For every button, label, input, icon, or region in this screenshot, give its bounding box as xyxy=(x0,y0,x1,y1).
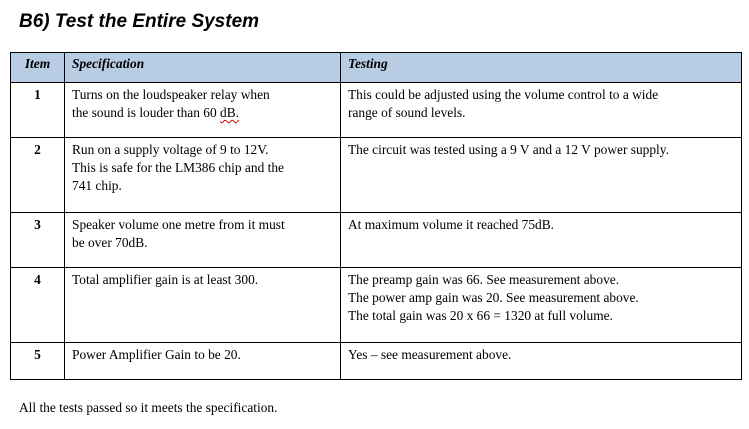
specification-line: 741 chip. xyxy=(72,178,122,193)
specification-cell xyxy=(65,138,341,213)
spellcheck-flagged-word: dB. xyxy=(220,105,240,120)
specification-cell xyxy=(65,213,341,268)
specification-line: be over 70dB. xyxy=(72,235,148,250)
testing-line: range of sound levels. xyxy=(348,105,466,120)
specification-line: the sound is louder than 60 xyxy=(72,105,221,120)
item-number: 2 xyxy=(11,138,65,213)
item-number: 1 xyxy=(11,83,65,138)
testing-cell xyxy=(341,343,742,380)
item-number: 4 xyxy=(11,268,65,343)
header-item: Item xyxy=(11,53,65,83)
table-row xyxy=(11,213,742,268)
specification-line: Power Amplifier Gain to be 20. xyxy=(72,347,241,362)
testing-cell xyxy=(341,83,742,138)
specification-line: Total amplifier gain is at least 300. xyxy=(72,272,259,287)
testing-line: The power amp gain was 20. See measurement above. xyxy=(348,290,639,305)
testing-line: This could be adjusted using the volume control to a wide xyxy=(348,87,659,102)
testing-line: The total gain was 20 x 66 = 1320 at full volume. xyxy=(348,308,613,323)
specification-line: This is safe for the LM386 chip and the xyxy=(72,160,284,175)
testing-line: The preamp gain was 66. See measurement above. xyxy=(348,272,620,287)
table-row xyxy=(11,83,742,138)
specification-cell xyxy=(65,268,341,343)
header-specification: Specification xyxy=(65,53,341,83)
specification-cell xyxy=(65,83,341,138)
testing-cell xyxy=(341,213,742,268)
specification-line: Run on a supply voltage of 9 to 12V. xyxy=(72,142,269,157)
header-testing: Testing xyxy=(341,53,742,83)
table-row xyxy=(11,343,742,380)
testing-cell xyxy=(341,138,742,213)
specification-line: Speaker volume one metre from it must xyxy=(72,217,285,232)
table-row xyxy=(11,268,742,343)
testing-cell xyxy=(341,268,742,343)
specification-cell xyxy=(65,343,341,380)
testing-line: At maximum volume it reached 75dB. xyxy=(348,217,555,232)
section-title: B6) Test the Entire System xyxy=(19,11,260,32)
table-header-row xyxy=(11,53,742,83)
testing-line: Yes – see measurement above. xyxy=(348,347,512,362)
testing-line: The circuit was tested using a 9 V and a 12 V power supply. xyxy=(348,142,669,157)
item-number: 3 xyxy=(11,213,65,268)
specification-line: Turns on the loudspeaker relay when xyxy=(72,87,270,102)
conclusion-text: All the tests passed so it meets the specification. xyxy=(19,400,278,415)
test-results-table xyxy=(10,52,742,380)
table-row xyxy=(11,138,742,213)
item-number: 5 xyxy=(11,343,65,380)
